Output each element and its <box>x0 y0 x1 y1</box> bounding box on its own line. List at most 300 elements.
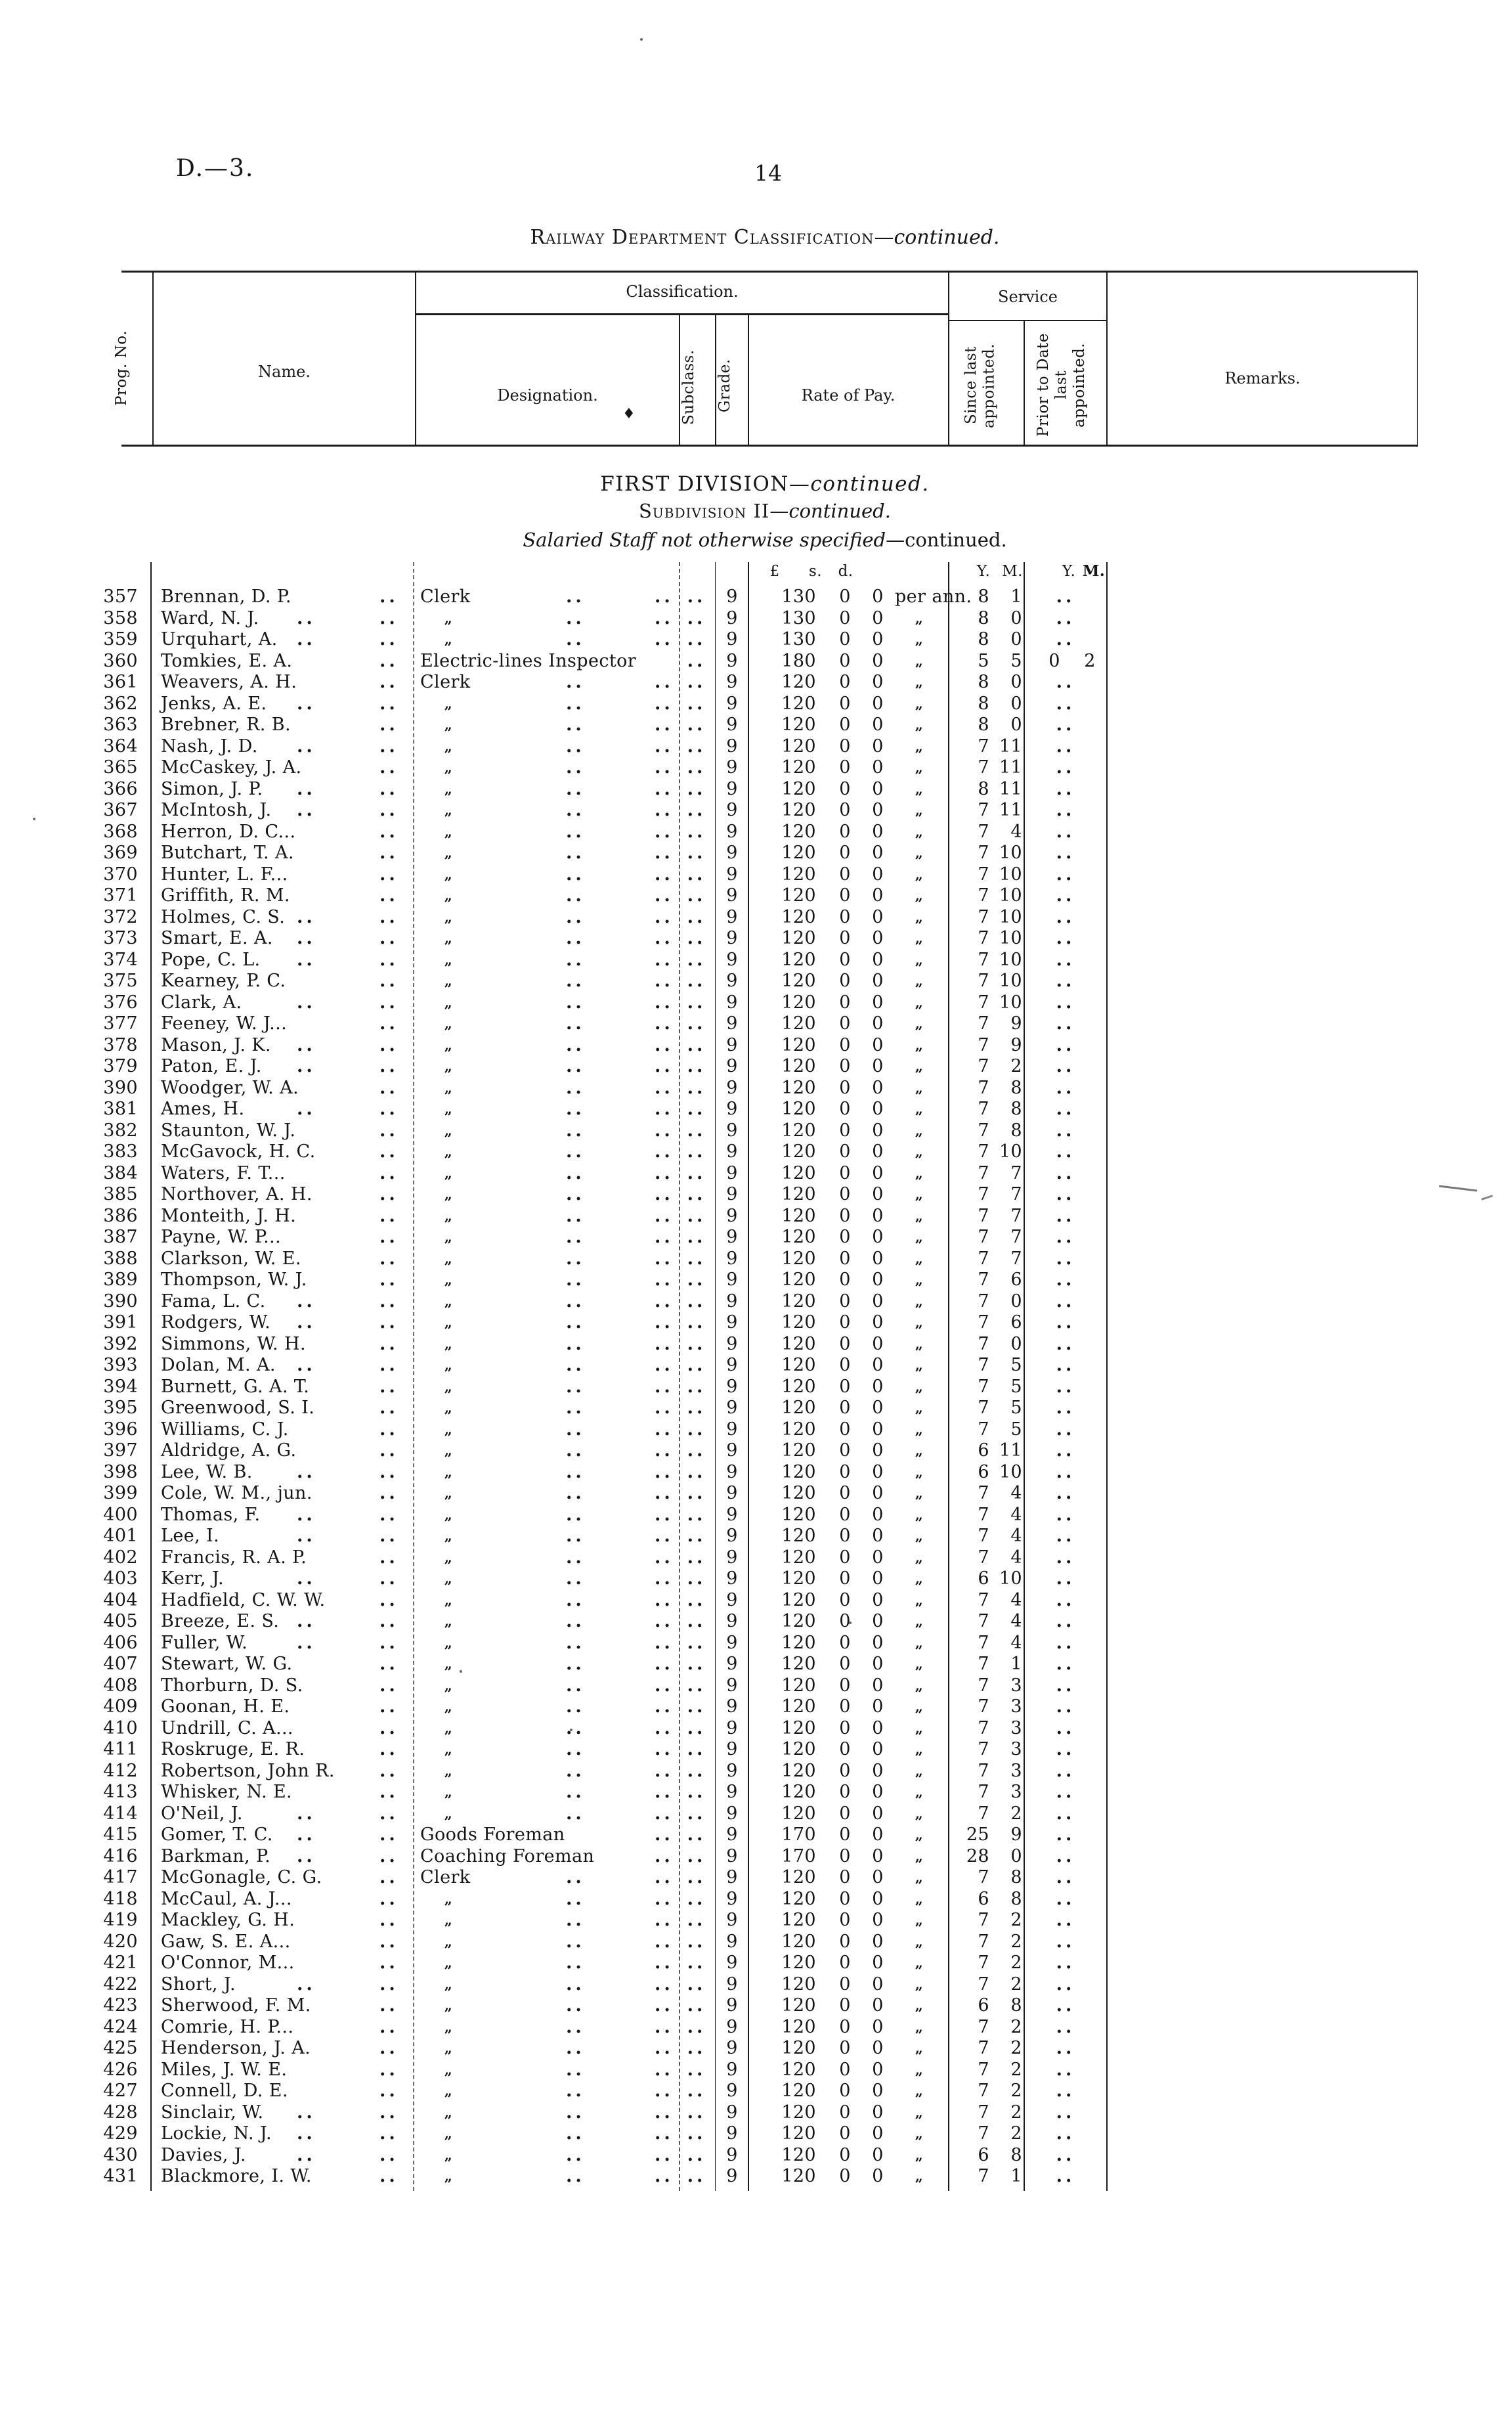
prog-no-cell: 396 <box>103 1419 138 1440</box>
name-cell: Ames, H. <box>161 1099 245 1119</box>
rate-pence-cell: 0 <box>872 2038 884 2058</box>
since-years-cell: 6 <box>978 1995 989 2016</box>
rate-pence-cell: 0 <box>872 1654 884 1674</box>
group-header-service: Service <box>998 288 1058 306</box>
dot-leader: .. <box>566 1120 585 1141</box>
designation-cell: Goods Foreman <box>420 1824 565 1845</box>
dot-leader: .. <box>655 1953 674 1973</box>
dot-leader: .. <box>379 1269 399 1290</box>
dot-leader: .. <box>379 693 399 714</box>
since-years-cell: 7 <box>978 906 989 927</box>
prog-no-cell: 399 <box>103 1483 138 1503</box>
designation-cell: Electric-lines Inspector <box>420 650 637 671</box>
dot-leader: .. <box>655 864 674 885</box>
dot-leader: .. <box>297 736 316 757</box>
since-years-cell: 7 <box>978 1910 989 1930</box>
rate-pence-cell: 0 <box>872 885 884 906</box>
dot-leader: .. <box>566 2038 585 2058</box>
dot-leader: .. <box>655 1355 674 1375</box>
dot-leader: .. <box>379 1931 399 1952</box>
prog-no-cell: 413 <box>103 1782 138 1802</box>
prior-empty-cell: .. <box>1056 715 1075 735</box>
subclass-cell: .. <box>687 864 706 885</box>
rate-pence-cell: 0 <box>872 1120 884 1141</box>
rate-pounds-cell: 120 <box>781 1568 816 1589</box>
table-row <box>0 1419 1512 1440</box>
since-months-cell: 8 <box>1010 1099 1022 1119</box>
since-months-cell: 10 <box>999 1461 1022 1482</box>
prior-empty-cell: .. <box>1056 1974 1075 1995</box>
staff-continued: —continued. <box>886 529 1007 551</box>
since-years-cell: 7 <box>978 1675 989 1696</box>
rate-pounds-cell: 120 <box>781 1654 816 1674</box>
dot-leader: .. <box>297 1291 316 1312</box>
table-row <box>0 906 1512 928</box>
dot-leader: .. <box>379 1291 399 1312</box>
designation-ditto: „ <box>444 1677 453 1694</box>
since-months-cell: 4 <box>1010 1611 1022 1631</box>
dot-leader: .. <box>379 1611 399 1631</box>
dot-leader: .. <box>566 1568 585 1589</box>
per-annum-ditto: „ <box>915 823 924 840</box>
rate-shillings-cell: 0 <box>839 629 851 650</box>
name-cell: Nash, J. D. <box>161 736 258 757</box>
per-annum-ditto: „ <box>915 1591 924 1608</box>
prior-empty-cell: .. <box>1056 1099 1075 1119</box>
name-cell: Herron, D. C... <box>161 821 296 842</box>
since-years-cell: 8 <box>978 778 989 799</box>
prior-empty-cell: .. <box>1056 1782 1075 1802</box>
name-cell: Barkman, P. <box>161 1845 271 1866</box>
grade-cell: 9 <box>726 2166 738 2186</box>
prog-no-cell: 376 <box>103 992 138 1013</box>
since-years-cell: 7 <box>978 1611 989 1631</box>
rate-pounds-cell: 120 <box>781 843 816 863</box>
units-row <box>0 562 1512 581</box>
dot-leader: .. <box>379 2081 399 2101</box>
per-annum-ditto: „ <box>915 1613 924 1629</box>
unit-shillings: s. <box>809 563 822 580</box>
grade-cell: 9 <box>726 885 738 906</box>
section-subdivision <box>108 500 1421 522</box>
since-years-cell: 8 <box>978 607 989 629</box>
dot-leader: .. <box>379 885 399 906</box>
rate-pence-cell: 0 <box>872 1568 884 1589</box>
rate-pounds-cell: 170 <box>781 1824 816 1845</box>
subclass-cell: .. <box>687 1675 706 1696</box>
since-years-cell: 7 <box>978 1013 989 1034</box>
prior-empty-cell: .. <box>1056 1269 1075 1290</box>
prog-no-cell: 390 <box>103 1077 138 1098</box>
name-cell: McIntosh, J. <box>161 800 272 820</box>
dot-leader: .. <box>379 800 399 820</box>
grade-cell: 9 <box>726 1099 738 1119</box>
dot-leader: .. <box>655 1333 674 1354</box>
since-months-cell: 10 <box>999 971 1022 991</box>
subclass-cell: .. <box>687 1440 706 1461</box>
table-row <box>0 1547 1512 1568</box>
table-row <box>0 586 1512 607</box>
dot-leader: .. <box>566 1056 585 1076</box>
since-months-cell: 5 <box>1010 1376 1022 1397</box>
prog-no-cell: 428 <box>103 2102 138 2123</box>
designation-ditto: „ <box>444 1719 453 1736</box>
grade-cell: 9 <box>726 1440 738 1461</box>
rate-shillings-cell: 0 <box>839 1461 851 1482</box>
grade-cell: 9 <box>726 1632 738 1653</box>
dot-leader: .. <box>379 1547 399 1568</box>
rate-pounds-cell: 120 <box>781 715 816 735</box>
since-months-cell: 7 <box>1010 1184 1022 1204</box>
dot-leader: .. <box>655 1248 674 1269</box>
since-months-cell: 0 <box>1010 1845 1022 1866</box>
designation-ditto: „ <box>444 887 453 904</box>
rate-pence-cell: 0 <box>872 949 884 970</box>
dot-leader: .. <box>566 1312 585 1333</box>
designation-ditto: „ <box>444 2125 453 2142</box>
since-months-cell: 0 <box>1010 607 1022 629</box>
dot-leader: .. <box>655 672 674 692</box>
rate-pounds-cell: 120 <box>781 885 816 906</box>
table-row <box>0 1717 1512 1739</box>
table-row <box>0 1034 1512 1056</box>
dot-leader: .. <box>566 1803 585 1824</box>
scan-artifact <box>640 38 643 41</box>
per-annum-ditto: „ <box>915 1698 924 1715</box>
prior-empty-cell: .. <box>1056 1376 1075 1397</box>
subclass-cell: .. <box>687 1162 706 1183</box>
dot-leader: .. <box>655 715 674 735</box>
rate-shillings-cell: 0 <box>839 1675 851 1696</box>
name-cell: Clarkson, W. E. <box>161 1248 301 1269</box>
subclass-cell: .. <box>687 1654 706 1674</box>
column-header-remarks: Remarks. <box>1224 369 1301 387</box>
per-annum-ditto: „ <box>915 1079 924 1096</box>
dot-leader: .. <box>566 2166 585 2186</box>
per-annum-ditto: „ <box>915 780 924 797</box>
name-cell: Davies, J. <box>161 2144 246 2165</box>
dot-leader: .. <box>297 693 316 714</box>
rate-pounds-cell: 120 <box>781 2038 816 2058</box>
rate-shillings-cell: 0 <box>839 1162 851 1183</box>
prior-empty-cell: .. <box>1056 1483 1075 1503</box>
designation-ditto: „ <box>444 1634 453 1651</box>
name-cell: Short, J. <box>161 1974 236 1995</box>
grade-cell: 9 <box>726 1077 738 1098</box>
designation-ditto: „ <box>444 1122 453 1139</box>
rate-shillings-cell: 0 <box>839 1611 851 1631</box>
since-years-cell: 7 <box>978 2059 989 2080</box>
grade-cell: 9 <box>726 1974 738 1995</box>
since-years-cell: 7 <box>978 1696 989 1717</box>
per-annum-ditto: „ <box>915 1400 924 1416</box>
rate-shillings-cell: 0 <box>839 1867 851 1887</box>
rate-shillings-cell: 0 <box>839 1269 851 1290</box>
dot-leader: .. <box>379 2059 399 2080</box>
dot-leader: .. <box>655 949 674 970</box>
per-annum-ditto: „ <box>915 1442 924 1459</box>
since-years-cell: 7 <box>978 2016 989 2037</box>
rate-pence-cell: 0 <box>872 1376 884 1397</box>
dot-leader: .. <box>655 2102 674 2123</box>
since-months-cell: 2 <box>1010 1953 1022 1973</box>
rate-shillings-cell: 0 <box>839 1696 851 1717</box>
dot-leader: .. <box>297 928 316 948</box>
prior-empty-cell: .. <box>1056 843 1075 863</box>
rate-pounds-cell: 120 <box>781 2102 816 2123</box>
subclass-cell: .. <box>687 1824 706 1845</box>
dot-leader: .. <box>297 1034 316 1055</box>
since-months-cell: 4 <box>1010 1504 1022 1525</box>
since-months-cell: 10 <box>999 1568 1022 1589</box>
prog-no-cell: 357 <box>103 586 138 607</box>
rate-pence-cell: 0 <box>872 1547 884 1568</box>
dot-leader: .. <box>379 1333 399 1354</box>
per-annum-ditto: „ <box>915 1976 924 1993</box>
since-years-cell: 8 <box>978 672 989 692</box>
dot-leader: .. <box>379 2123 399 2144</box>
subclass-cell: .. <box>687 949 706 970</box>
per-annum-ditto: „ <box>915 1570 924 1587</box>
name-cell: Henderson, J. A. <box>161 2038 311 2058</box>
since-years-cell: 7 <box>978 1589 989 1610</box>
table-row <box>0 1803 1512 1824</box>
rate-pounds-cell: 120 <box>781 949 816 970</box>
dot-leader: .. <box>297 1568 316 1589</box>
dot-leader: .. <box>655 1376 674 1397</box>
since-years-cell: 7 <box>978 1867 989 1887</box>
prior-line-2: last <box>1052 370 1070 400</box>
per-annum-ditto: „ <box>915 1719 924 1736</box>
designation-ditto: „ <box>444 930 453 946</box>
dot-leader: .. <box>379 736 399 757</box>
grade-cell: 9 <box>726 1419 738 1440</box>
subclass-cell: .. <box>687 906 706 927</box>
subclass-cell: .. <box>687 1526 706 1546</box>
dot-leader: .. <box>655 1077 674 1098</box>
subclass-cell: .. <box>687 1483 706 1503</box>
per-annum-ditto: „ <box>915 1869 924 1886</box>
rate-shillings-cell: 0 <box>839 2016 851 2037</box>
dot-leader: .. <box>655 992 674 1013</box>
name-cell: Lee, I. <box>161 1526 220 1546</box>
dot-leader: .. <box>379 949 399 970</box>
since-months-cell: 3 <box>1010 1739 1022 1759</box>
prior-empty-cell: .. <box>1056 1056 1075 1076</box>
table-row <box>0 864 1512 885</box>
dot-leader: .. <box>655 1162 674 1183</box>
dot-leader: .. <box>297 1803 316 1824</box>
prog-no-cell: 385 <box>103 1184 138 1204</box>
per-annum-ditto: „ <box>915 1954 924 1971</box>
dot-leader: .. <box>297 1504 316 1525</box>
rate-pence-cell: 0 <box>872 778 884 799</box>
rate-shillings-cell: 0 <box>839 1291 851 1312</box>
subclass-cell: .. <box>687 2016 706 2037</box>
subclass-cell: .. <box>687 1099 706 1119</box>
grade-cell: 9 <box>726 736 738 757</box>
table-row <box>0 1397 1512 1419</box>
grade-cell: 9 <box>726 1717 738 1738</box>
designation-ditto: „ <box>444 1357 453 1373</box>
rate-pounds-cell: 120 <box>781 992 816 1013</box>
grade-cell: 9 <box>726 1739 738 1759</box>
prog-no-cell: 402 <box>103 1547 138 1568</box>
prog-no-cell: 409 <box>103 1696 138 1717</box>
prior-empty-cell: .. <box>1056 864 1075 885</box>
table-row <box>0 1077 1512 1099</box>
name-cell: Waters, F. T... <box>161 1162 286 1183</box>
dot-leader: .. <box>379 1077 399 1098</box>
prog-no-cell: 406 <box>103 1632 138 1653</box>
dot-leader: .. <box>379 1589 399 1610</box>
designation-ditto: „ <box>444 1015 453 1032</box>
prior-empty-cell: .. <box>1056 629 1075 650</box>
rate-pounds-cell: 120 <box>781 1355 816 1375</box>
name-cell: Monteith, J. H. <box>161 1205 297 1226</box>
dot-leader: .. <box>379 1419 399 1440</box>
per-annum-ditto: „ <box>915 1826 924 1843</box>
since-months-cell: 11 <box>999 736 1022 757</box>
rate-pounds-cell: 120 <box>781 1632 816 1653</box>
prior-empty-cell: .. <box>1056 1995 1075 2016</box>
dot-leader: .. <box>379 1803 399 1824</box>
rate-pence-cell: 0 <box>872 1269 884 1290</box>
rate-pounds-cell: 130 <box>781 586 816 607</box>
prog-no-cell: 404 <box>103 1589 138 1610</box>
table-row <box>0 842 1512 864</box>
rate-pence-cell: 0 <box>872 1248 884 1269</box>
since-years-cell: 8 <box>978 586 989 607</box>
rate-shillings-cell: 0 <box>839 1953 851 1973</box>
dot-leader: .. <box>655 1034 674 1055</box>
since-months-cell: 3 <box>1010 1717 1022 1738</box>
rate-pence-cell: 0 <box>872 2102 884 2123</box>
table-row <box>0 2037 1512 2059</box>
since-years-cell: 8 <box>978 629 989 650</box>
since-months-cell: 8 <box>1010 1888 1022 1909</box>
grade-cell: 9 <box>726 1248 738 1269</box>
dot-leader: .. <box>655 800 674 820</box>
dot-leader: .. <box>379 629 399 650</box>
prog-no-cell: 379 <box>103 1056 138 1076</box>
dot-leader: .. <box>297 1099 316 1119</box>
dot-leader: .. <box>379 1910 399 1930</box>
rate-pounds-cell: 120 <box>781 1675 816 1696</box>
since-months-cell: 2 <box>1010 2123 1022 2144</box>
name-cell: Mason, J. K. <box>161 1034 271 1055</box>
subclass-cell: .. <box>687 715 706 735</box>
dot-leader: .. <box>566 629 585 650</box>
rate-shillings-cell: 0 <box>839 1504 851 1525</box>
rate-shillings-cell: 0 <box>839 1910 851 1930</box>
dot-leader: .. <box>566 1013 585 1034</box>
since-months-cell: 4 <box>1010 1483 1022 1503</box>
designation-ditto: „ <box>444 1506 453 1523</box>
prog-no-cell: 378 <box>103 1034 138 1055</box>
prog-no-cell: 420 <box>103 1931 138 1952</box>
since-months-cell: 11 <box>999 800 1022 820</box>
rate-pounds-cell: 120 <box>781 1888 816 1909</box>
grade-cell: 9 <box>726 1654 738 1674</box>
dot-leader: .. <box>655 629 674 650</box>
dot-leader: .. <box>655 2144 674 2165</box>
dot-leader: .. <box>379 2144 399 2165</box>
rate-shillings-cell: 0 <box>839 1824 851 1845</box>
since-line-1: Since last <box>962 346 980 425</box>
since-months-cell: 3 <box>1010 1675 1022 1696</box>
designation-ditto: „ <box>444 802 453 818</box>
grade-cell: 9 <box>726 1333 738 1354</box>
name-cell: Brennan, D. P. <box>161 586 292 607</box>
rate-pounds-cell: 120 <box>781 1333 816 1354</box>
subclass-cell: .. <box>687 1376 706 1397</box>
unit-prior-months: M. <box>1082 562 1106 580</box>
since-years-cell: 7 <box>978 1077 989 1098</box>
dot-leader: .. <box>379 1120 399 1141</box>
grade-cell: 9 <box>726 2123 738 2144</box>
prior-empty-cell: .. <box>1056 1888 1075 1909</box>
since-years-cell: 7 <box>978 1504 989 1525</box>
grade-cell: 9 <box>726 1184 738 1204</box>
rate-pounds-cell: 120 <box>781 1717 816 1738</box>
prog-no-cell: 389 <box>103 1269 138 1290</box>
since-months-cell: 2 <box>1010 2102 1022 2123</box>
subclass-cell: .. <box>687 1568 706 1589</box>
subclass-cell: .. <box>687 607 706 629</box>
table-row <box>0 1226 1512 1248</box>
designation-ditto: „ <box>444 1698 453 1715</box>
table-row <box>0 1183 1512 1205</box>
grade-cell: 9 <box>726 1526 738 1546</box>
rate-pence-cell: 0 <box>872 1675 884 1696</box>
dot-leader: .. <box>566 1760 585 1781</box>
grade-cell: 9 <box>726 821 738 842</box>
prior-empty-cell: .. <box>1056 928 1075 948</box>
dot-leader: .. <box>379 1867 399 1887</box>
subdivision-label: Subdivision II <box>639 500 770 522</box>
name-cell: Kearney, P. C. <box>161 971 286 991</box>
dot-leader: .. <box>297 1355 316 1375</box>
designation-ditto: „ <box>444 2018 453 2035</box>
dot-leader: .. <box>566 1333 585 1354</box>
prior-empty-cell: .. <box>1056 2166 1075 2186</box>
name-cell: Dolan, M. A. <box>161 1355 276 1375</box>
since-years-cell: 7 <box>978 949 989 970</box>
per-annum-ditto: „ <box>915 1784 924 1800</box>
division-label: FIRST DIVISION <box>600 472 789 496</box>
table-row <box>0 1952 1512 1974</box>
dot-leader: .. <box>655 1526 674 1546</box>
prior-empty-cell: .. <box>1056 1291 1075 1312</box>
prior-years-cell: 0 <box>1048 650 1060 671</box>
per-annum-ditto: „ <box>915 1741 924 1757</box>
rate-pence-cell: 0 <box>872 1099 884 1119</box>
subclass-cell: .. <box>687 2166 706 2186</box>
prog-no-cell: 363 <box>103 715 138 735</box>
prog-no-cell: 366 <box>103 778 138 799</box>
designation-ditto: „ <box>444 717 453 733</box>
prior-empty-cell: .. <box>1056 906 1075 927</box>
rate-pence-cell: 0 <box>872 1782 884 1802</box>
dot-leader: .. <box>566 1867 585 1887</box>
designation-ditto: „ <box>444 1954 453 1971</box>
name-cell: Whisker, N. E. <box>161 1782 293 1802</box>
rate-shillings-cell: 0 <box>839 2038 851 2058</box>
since-months-cell: 10 <box>999 843 1022 863</box>
grade-cell: 9 <box>726 1995 738 2016</box>
prog-no-cell: 367 <box>103 800 138 820</box>
